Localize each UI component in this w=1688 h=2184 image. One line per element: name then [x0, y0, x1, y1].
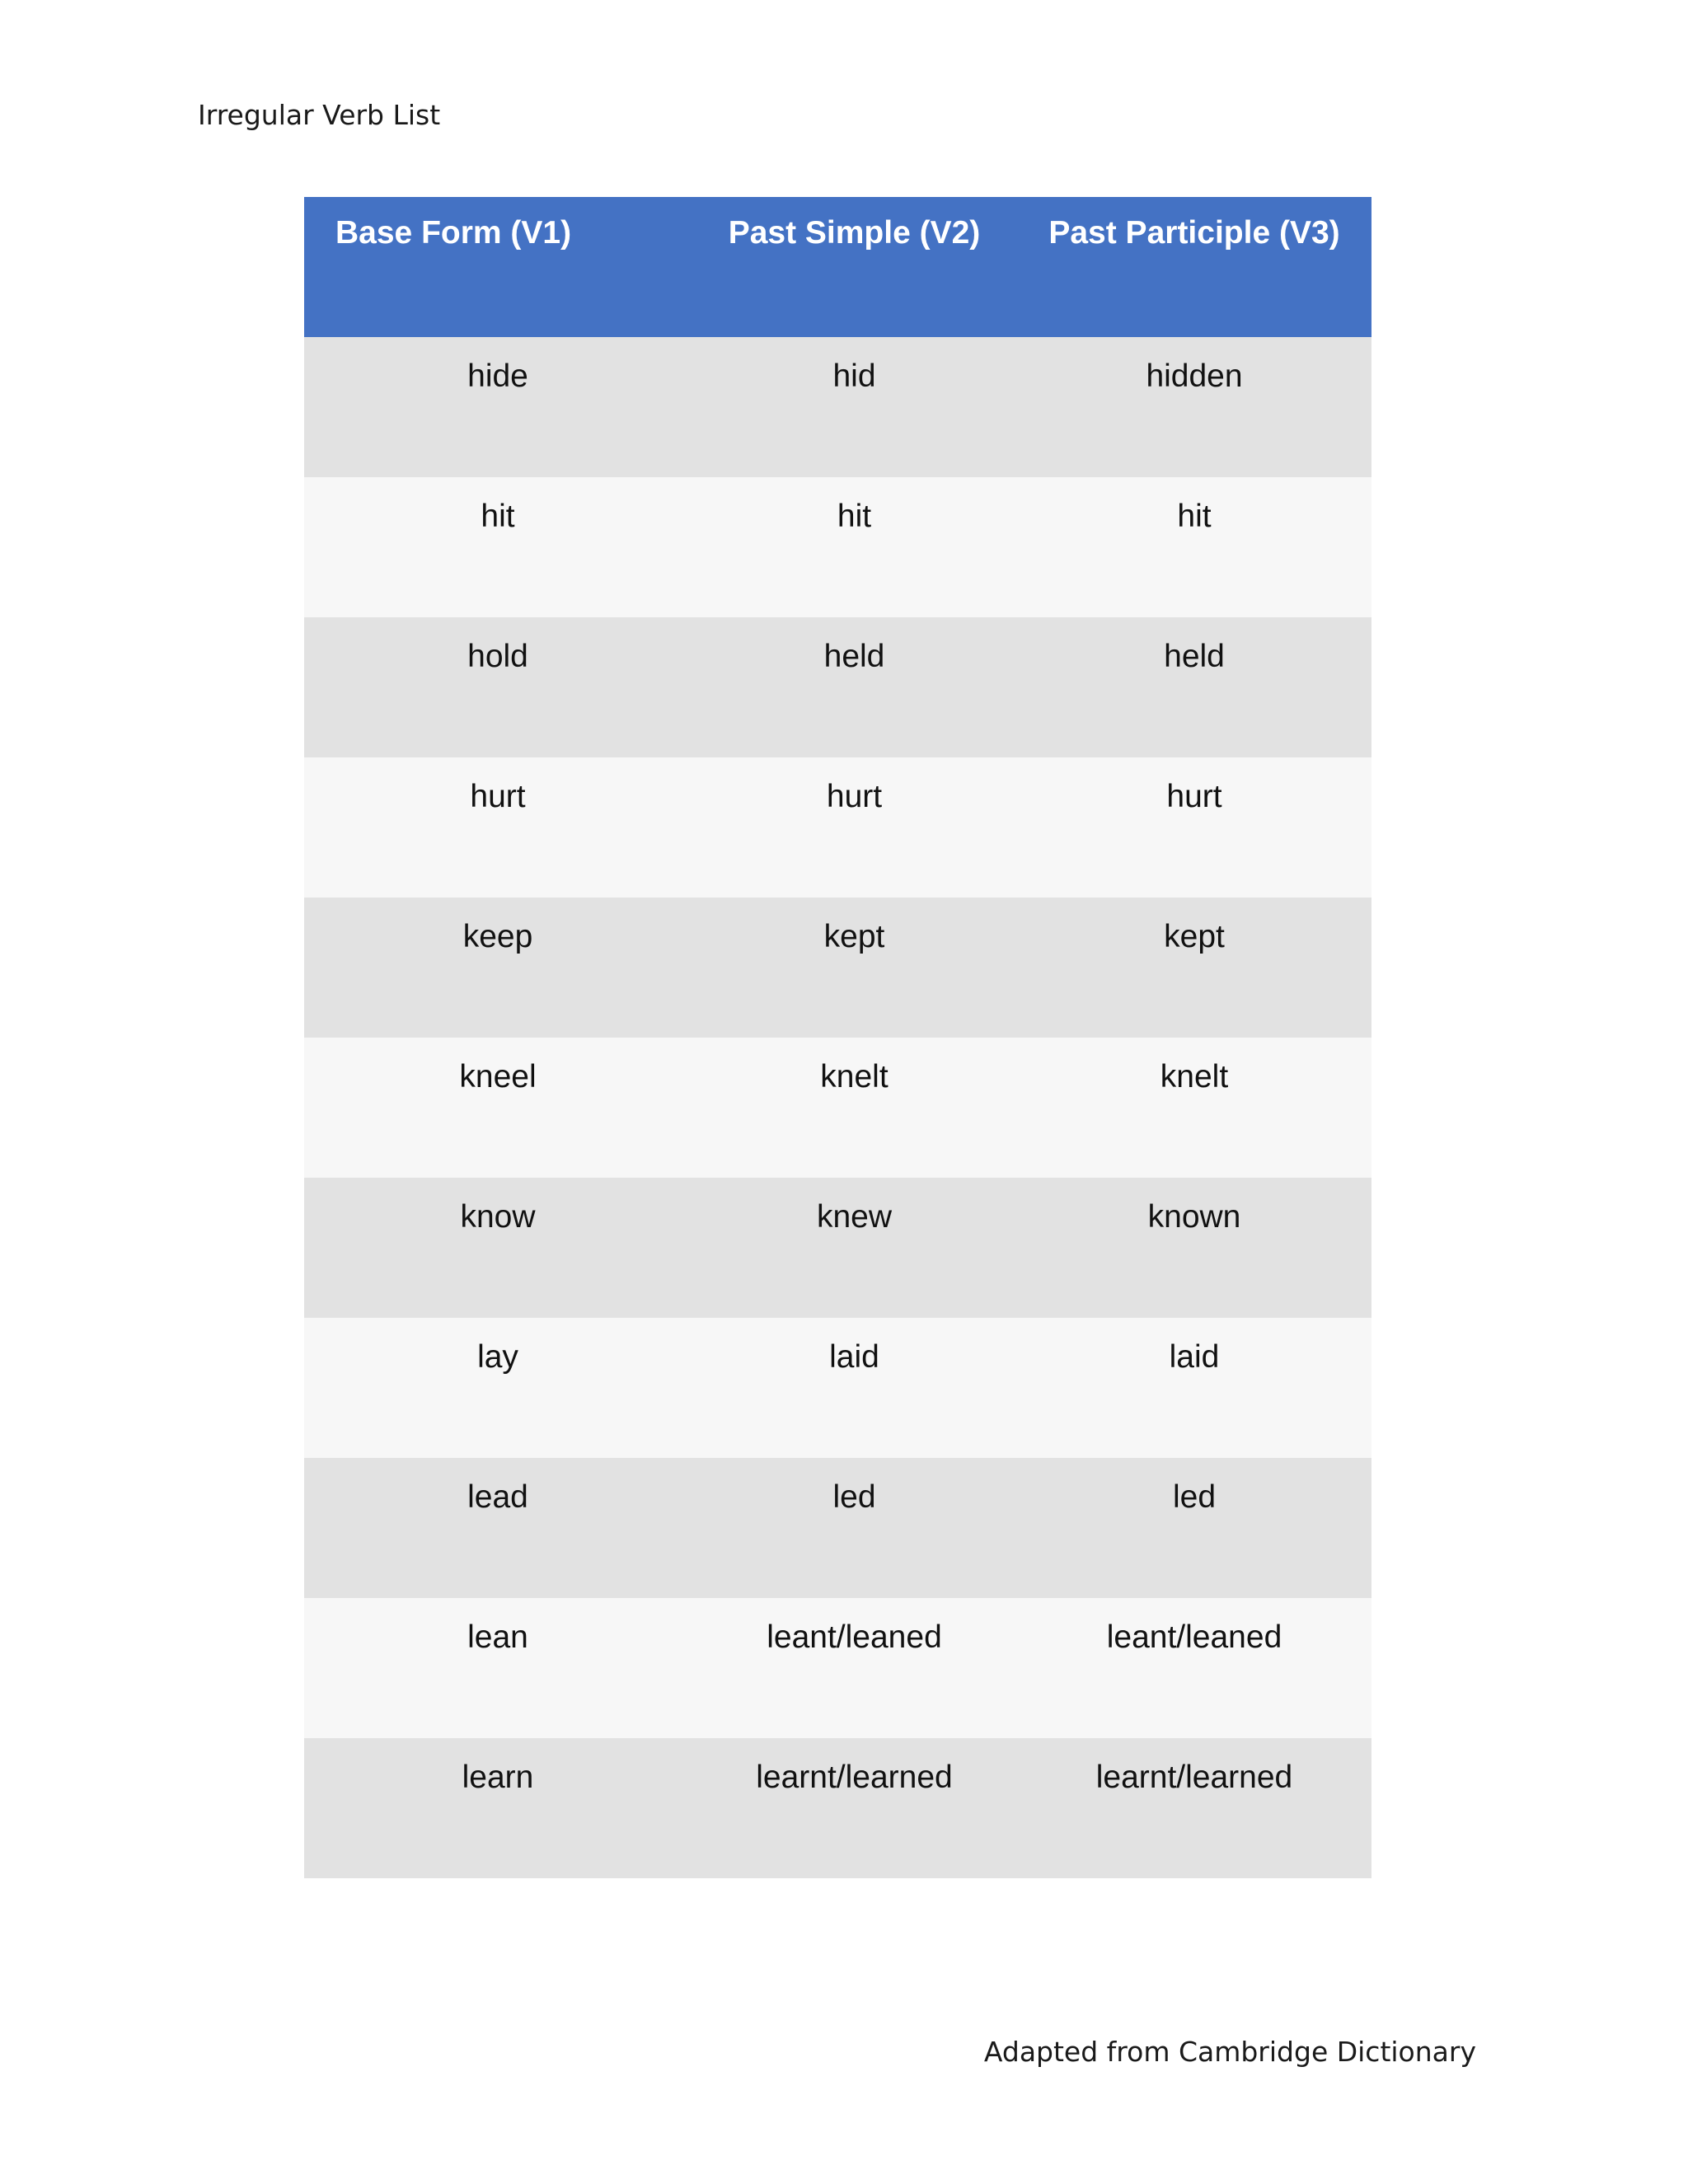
cell-base-form: hold — [467, 639, 528, 674]
table-row — [304, 617, 1372, 757]
cell-past-participle: learnt/learned — [1095, 1760, 1293, 1795]
cell-past-participle: laid — [1169, 1339, 1220, 1375]
cell-base-form: lay — [477, 1339, 518, 1375]
cell-past-simple: hit — [837, 499, 872, 534]
table-row — [304, 898, 1372, 1038]
document-title: Irregular Verb List — [198, 99, 441, 131]
cell-past-simple: kept — [823, 919, 885, 954]
cell-base-form: hurt — [470, 779, 526, 814]
cell-past-simple: knew — [816, 1199, 893, 1235]
table-row — [304, 1038, 1372, 1178]
cell-past-participle: hit — [1177, 499, 1212, 534]
cell-past-simple: hurt — [826, 779, 883, 814]
table-row — [304, 757, 1372, 898]
cell-past-simple: hid — [832, 359, 876, 394]
source-footer: Adapted from Cambridge Dictionary — [983, 2036, 1476, 2068]
cell-past-participle: leant/leaned — [1106, 1619, 1282, 1655]
cell-past-participle: hurt — [1166, 779, 1222, 814]
header-base-form: Base Form (V1) — [335, 215, 572, 251]
cell-past-simple: learnt/learned — [756, 1760, 953, 1795]
cell-past-simple: led — [832, 1479, 876, 1515]
cell-past-simple: laid — [829, 1339, 879, 1375]
cell-past-participle: led — [1172, 1479, 1217, 1515]
table-header-row — [304, 197, 1372, 337]
cell-past-participle: knelt — [1160, 1059, 1229, 1094]
cell-past-participle: held — [1164, 639, 1225, 674]
table-row — [304, 1738, 1372, 1878]
verb-table — [304, 197, 1372, 1878]
cell-past-simple: held — [823, 639, 885, 674]
table-row — [304, 337, 1372, 477]
cell-past-simple: knelt — [820, 1059, 889, 1094]
table-row — [304, 1458, 1372, 1598]
cell-base-form: keep — [462, 919, 533, 954]
table-row — [304, 477, 1372, 617]
cell-base-form: know — [460, 1199, 536, 1235]
cell-past-simple: leant/leaned — [767, 1619, 942, 1655]
cell-base-form: hit — [481, 499, 515, 534]
header-past-simple: Past Simple (V2) — [728, 215, 981, 251]
cell-base-form: lean — [467, 1619, 528, 1655]
table-row — [304, 1178, 1372, 1318]
table-row — [304, 1318, 1372, 1458]
cell-past-participle: hidden — [1146, 359, 1243, 394]
cell-base-form: kneel — [459, 1059, 537, 1094]
cell-past-participle: kept — [1164, 919, 1225, 954]
cell-base-form: lead — [467, 1479, 528, 1515]
cell-base-form: learn — [462, 1760, 534, 1795]
table-row — [304, 1598, 1372, 1738]
cell-base-form: hide — [467, 359, 528, 394]
cell-past-participle: known — [1147, 1199, 1241, 1235]
header-past-participle: Past Participle (V3) — [1048, 215, 1340, 251]
